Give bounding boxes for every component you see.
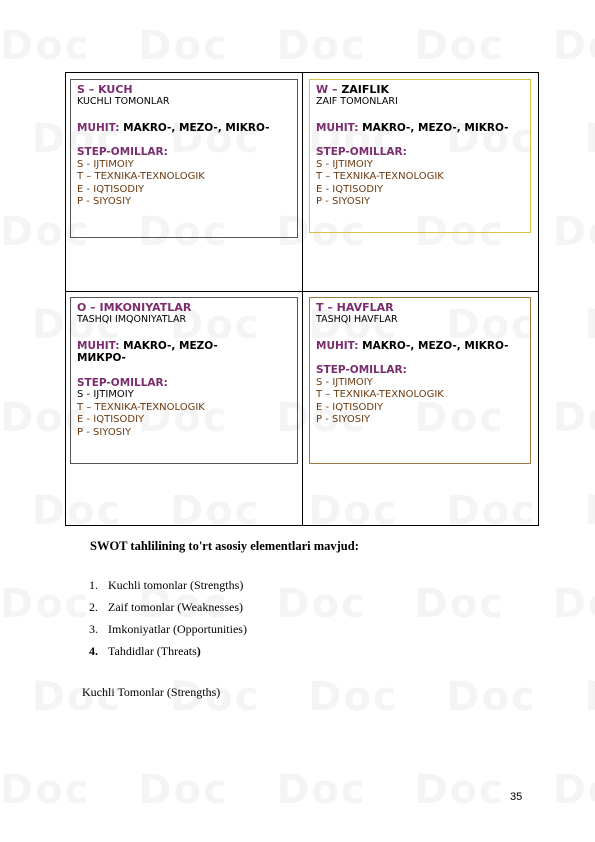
step-item: P - SIYOSIY: [316, 414, 371, 425]
swot-box-strengths: [70, 79, 298, 238]
step-item: E - IQTISODIY: [316, 401, 384, 413]
muhit-value: MAKRO-, MEZO-, MIKRO-: [123, 121, 270, 134]
swot-cell-o: [66, 292, 303, 525]
step-items: [77, 159, 292, 209]
muhit-label: MUHIT:: [77, 121, 120, 134]
step-item: E - IQTISODIY: [316, 183, 384, 195]
step-item: S - IJTIMOIY: [77, 389, 134, 400]
step-item: P - SIYOSIY: [77, 196, 132, 207]
swot-t-title: T – HAVFLAR: [316, 301, 394, 314]
step-item: P - SIYOSIY: [77, 426, 132, 438]
step-item: S - IJTIMOIY: [77, 158, 134, 170]
swot-box-threats: [309, 297, 531, 464]
step-label: STEP-OMILLAR:: [316, 146, 407, 158]
step-items: [316, 159, 525, 209]
step-item: S - IJTIMOIY: [316, 158, 373, 170]
swot-w-title: [316, 83, 525, 96]
step-item: P - SIYOSIY: [316, 196, 371, 207]
page-number: 35: [510, 791, 523, 803]
swot-cell-w: [303, 73, 538, 292]
strengths-heading: Kuchli Tomonlar (Strengths): [82, 685, 221, 699]
swot-t-subtitle: TASHQI HAVFLAR: [316, 314, 398, 325]
step-label: STEP-OMILLAR:: [316, 364, 407, 376]
swot-o-muhit: [77, 340, 292, 365]
step-label: STEP-OMILLAR:: [77, 376, 168, 389]
muhit-value: MAKRO-, MEZO-: [123, 339, 218, 352]
swot-s-muhit: [77, 122, 292, 135]
muhit-value: MAKRO-, MEZO-, MIKRO-: [362, 339, 509, 352]
swot-s-subtitle: KUCHLI TOMONLAR: [77, 96, 170, 107]
muhit-value: MAKRO-, MEZO-, MIKRO-: [362, 121, 509, 134]
list-item: [89, 596, 247, 618]
muhit-label: MUHIT:: [316, 121, 359, 134]
step-item: T – TEXNIKA-TEXNOLOGIK: [77, 401, 205, 413]
step-item: S - IJTIMOIY: [316, 376, 373, 388]
list-text: Tahdidlar (Threats: [108, 644, 197, 658]
list-text: Zaif tomonlar (Weaknesses): [108, 600, 243, 614]
list-number: 2.: [89, 600, 98, 614]
step-item: T – TEXNIKA-TEXNOLOGIK: [316, 389, 444, 400]
swot-w-word: ZAIFLIK: [341, 83, 390, 96]
list-text: Kuchli tomonlar (Strengths): [108, 578, 244, 592]
step-items: [77, 389, 292, 439]
step-item: T – TEXNIKA-TEXNOLOGIK: [77, 171, 205, 182]
list-item: [89, 640, 247, 662]
element-list: [89, 574, 247, 662]
step-item: T – TEXNIKA-TEXNOLOGIK: [316, 171, 444, 182]
muhit-label: MUHIT:: [77, 339, 120, 352]
list-text: Imkoniyatlar (Opportunities): [108, 622, 247, 636]
list-item: [89, 618, 247, 640]
section-title: SWOT tahlilining to'rt asosiy elementlari mavjud:: [90, 539, 359, 553]
swot-t-muhit: [316, 340, 525, 353]
swot-o-subtitle: TASHQI IMQONIYATLAR: [77, 314, 187, 325]
swot-cell-t: [303, 292, 538, 525]
muhit-label: MUHIT:: [316, 339, 359, 352]
list-number: 4.: [89, 644, 98, 658]
list-text-tail: ): [196, 644, 201, 658]
swot-o-title: O – IMKONIYATLAR: [77, 301, 192, 314]
swot-s-title: S – KUCH: [77, 83, 133, 96]
swot-w-subtitle: ZAIF TOMONLARI: [316, 96, 398, 107]
swot-box-opportunities: [70, 297, 298, 464]
list-number: 3.: [89, 622, 98, 636]
step-items: [316, 377, 525, 427]
step-item: E - IQTISODIY: [77, 183, 145, 195]
swot-table: [65, 72, 539, 526]
list-number: 1.: [89, 578, 98, 592]
swot-cell-s: [66, 73, 303, 292]
step-item: E - IQTISODIY: [77, 414, 145, 425]
list-item: [89, 574, 247, 596]
swot-w-muhit: [316, 122, 525, 135]
muhit-value-cont: МИКРО-: [77, 352, 126, 364]
swot-box-weaknesses: [309, 79, 531, 233]
step-label: STEP-OMILLAR:: [77, 146, 168, 158]
swot-w-letter: W –: [316, 83, 338, 96]
